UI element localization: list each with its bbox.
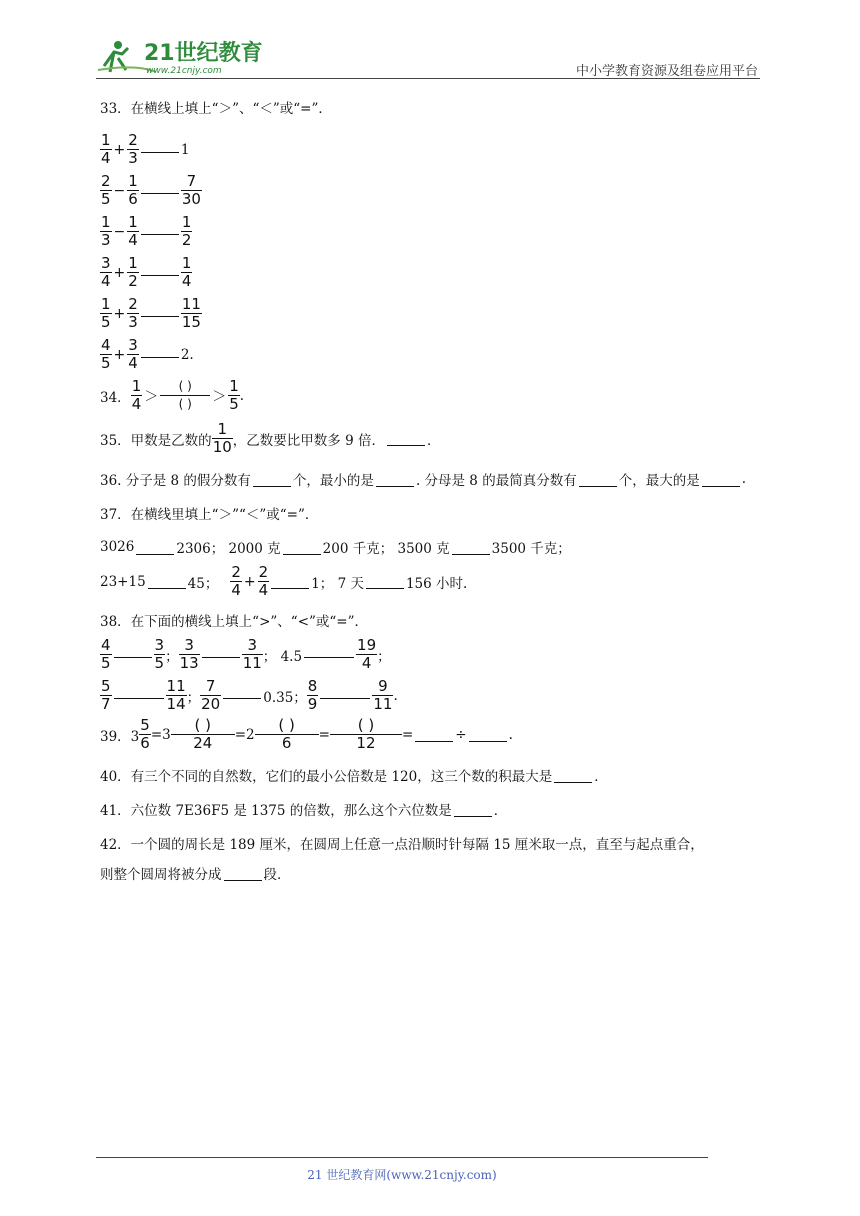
- logo-url: www.21cnjy.com: [146, 66, 222, 76]
- q42-line1: 42．一个圆的周长是 189 厘米，在圆周上任意一点沿顺时针每隔 15 厘米取一点，直至与起点重合，: [100, 837, 704, 853]
- q33-title: 33．在横线上填上“＞”、“＜”或“=”．: [100, 101, 332, 117]
- answer-blank[interactable]: [202, 656, 240, 658]
- q38-row2: $\frac{5}{7}$ $\frac{11}{14}$ ； $\frac{7}{20}$ 0.35； $\frac{8}{9}$ $\frac{9}{11}$ .: [101, 677, 398, 713]
- answer-blank[interactable]: [702, 472, 740, 487]
- q37-row1: 3026 2306； 2000 克 200 千克； 3500 克 3500 千克；: [100, 539, 571, 557]
- q35: 35．甲数是乙数的 $\frac{1}{10}$ ，乙数要比甲数多 9 倍． ．: [100, 420, 441, 456]
- answer-blank[interactable]: ( ): [178, 397, 192, 411]
- q37-row2: 23+15 45； $\frac{2}{4}$ + $\frac{2}{4}$ 1； 7 天 156 小时.: [100, 563, 468, 599]
- answer-blank[interactable]: [224, 866, 262, 881]
- answer-blank[interactable]: [554, 768, 592, 783]
- answer-blank[interactable]: [141, 151, 179, 153]
- q33-row6: $\frac{4}{5}$ + $\frac{3}{4}$ 2.: [101, 336, 194, 372]
- answer-blank[interactable]: [114, 697, 164, 699]
- answer-blank[interactable]: [376, 472, 414, 487]
- q39: 39．3 $\frac{5}{6}$ =3 $\frac{( )}{24}$ =2 $\frac{( )}{6}$ = $\frac{( )}{12}$ = ÷ .: [100, 716, 513, 752]
- answer-blank[interactable]: ( ): [278, 716, 295, 734]
- answer-blank[interactable]: ( ): [194, 716, 211, 734]
- answer-blank[interactable]: [141, 315, 179, 317]
- answer-blank[interactable]: [387, 431, 425, 446]
- answer-blank[interactable]: ( ): [178, 379, 192, 393]
- q33-row2: $\frac{2}{5}$ − $\frac{1}{6}$ $\frac{7}{30}$: [101, 172, 201, 208]
- answer-blank[interactable]: [415, 727, 453, 742]
- q40: 40．有三个不同的自然数，它们的最小公倍数是 120，这三个数的积最大是 ．: [100, 769, 608, 785]
- answer-blank[interactable]: [141, 192, 179, 194]
- answer-blank[interactable]: [136, 540, 174, 555]
- q37-title: 37．在横线里填上“＞”“＜”或“=”．: [100, 507, 319, 523]
- answer-blank[interactable]: [579, 472, 617, 487]
- q38-row1: $\frac{4}{5}$ $\frac{3}{5}$ ； $\frac{3}{13}$ $\frac{3}{11}$ ； 4.5 $\frac{19}{4}$ ；: [101, 636, 391, 672]
- answer-blank[interactable]: [304, 656, 354, 658]
- answer-blank[interactable]: ( ): [357, 716, 375, 734]
- answer-blank[interactable]: [469, 727, 507, 742]
- q34: 34． $\frac{1}{4}$ ＞ $\frac{( )}{( )}$ ＞ $\frac{1}{5}$ .: [100, 377, 245, 413]
- q36: 36. 分子是 8 的假分数有 个，最小的是 . 分母是 8 的最简真分数有 个，最大的是 .: [100, 471, 746, 489]
- answer-blank[interactable]: [454, 802, 492, 817]
- answer-blank[interactable]: [141, 274, 179, 276]
- answer-blank[interactable]: [271, 574, 309, 589]
- question-list: [100, 96, 762, 884]
- answer-blank[interactable]: [223, 697, 261, 699]
- q33-row4: $\frac{3}{4}$ + $\frac{1}{2}$ $\frac{1}{4}$: [101, 254, 192, 290]
- q33-row5: $\frac{1}{5}$ + $\frac{2}{3}$ $\frac{11}{15}$: [101, 295, 201, 331]
- logo-text: 21世纪教育: [144, 41, 263, 66]
- answer-blank[interactable]: [114, 656, 152, 658]
- answer-blank[interactable]: [141, 356, 179, 358]
- q42-line2: 则整个圆周将被分成 段．: [100, 867, 291, 883]
- answer-blank[interactable]: [141, 233, 179, 235]
- footer-text: 21 世纪教育网(www.21cnjy.com): [307, 1168, 497, 1182]
- header-divider: [96, 78, 760, 79]
- q41: 41．六位数 7E36F5 是 1375 的倍数，那么这个六位数是 ．: [100, 803, 508, 819]
- answer-blank[interactable]: [366, 574, 404, 589]
- answer-blank[interactable]: [283, 540, 321, 555]
- answer-blank[interactable]: [320, 697, 370, 699]
- logo-21cnjy: [96, 36, 266, 78]
- answer-blank[interactable]: [253, 472, 291, 487]
- answer-blank[interactable]: [148, 574, 186, 589]
- page-header: [96, 36, 760, 80]
- footer-divider: [96, 1157, 708, 1158]
- q33-row1: $\frac{1}{4}$ + $\frac{2}{3}$ 1: [101, 131, 190, 167]
- answer-blank[interactable]: [452, 540, 490, 555]
- q33-row3: $\frac{1}{3}$ − $\frac{1}{4}$ $\frac{1}{2}$: [101, 213, 192, 249]
- platform-name: 中小学教育资源及组卷应用平台: [575, 64, 758, 79]
- q38-title: 38．在下面的横线上填上“>”、“<”或“=”．: [100, 614, 369, 630]
